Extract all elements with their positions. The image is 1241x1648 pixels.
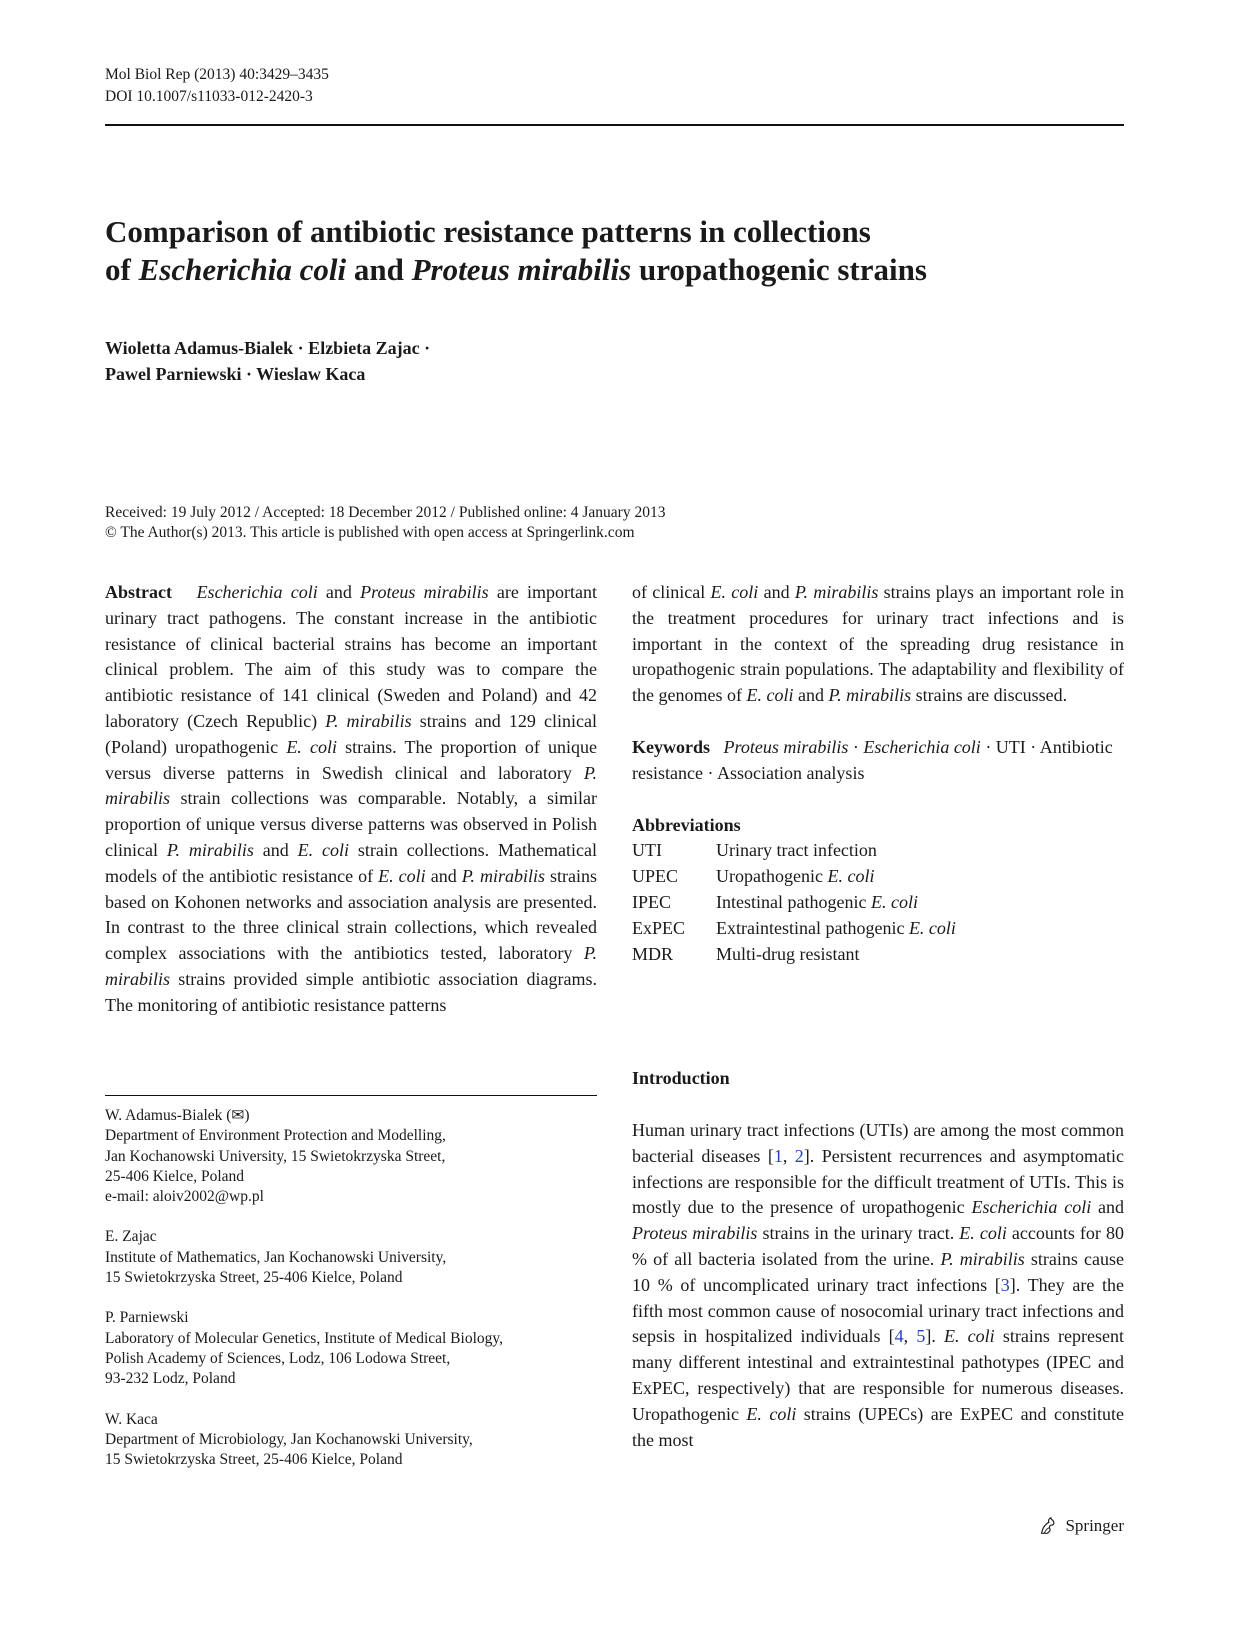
citation-link[interactable]: 1 xyxy=(773,1145,783,1166)
abstract-text: and xyxy=(425,865,462,886)
publisher-name: Springer xyxy=(1065,1516,1124,1535)
abbreviation-text: Uropathogenic xyxy=(716,866,828,887)
abbreviation-definition xyxy=(716,838,877,864)
email-link[interactable]: e-mail: aloiv2002@wp.pl xyxy=(105,1188,264,1206)
species-term: P. mirabilis xyxy=(166,839,254,860)
keyword: Escherichia coli xyxy=(863,736,981,757)
abstract-text: of clinical xyxy=(632,582,711,602)
title-line-2 xyxy=(105,251,1125,289)
abbreviation-row xyxy=(632,864,1124,890)
abstract-text: strain collections was comparable. Notably, a similar proportion of unique versus diverse patterns was observed in Polish clinical xyxy=(105,788,597,860)
species-term: E. coli xyxy=(908,917,956,938)
header-rule xyxy=(105,124,1124,126)
abstract-text: strains based on Kohonen networks and association analysis are presented. In contrast to the three clinical strain collections, which revealed complex associations with the antibiotics tested, laboratory xyxy=(105,865,597,964)
abbreviation-definition xyxy=(716,916,956,942)
affiliation-line: 93-232 Lodz, Poland xyxy=(105,1370,236,1388)
keyword: Proteus mirabilis xyxy=(723,736,849,757)
abbreviation-key: UTI xyxy=(632,840,662,861)
affiliation xyxy=(105,1410,625,1471)
affiliation-line: 25-406 Kielce, Poland xyxy=(105,1167,245,1185)
body-text: Human urinary tract infections (UTIs) are among the most common bacterial diseases [ xyxy=(632,1120,1124,1166)
affiliation-author: P. Parniewski xyxy=(105,1309,189,1327)
abstract-text: strain collections. Mathematical models of the antibiotic resistance of xyxy=(105,839,597,886)
species-term: E. coli xyxy=(959,1223,1007,1244)
abbreviation-definition xyxy=(716,864,874,890)
publisher-footer xyxy=(1037,1515,1124,1537)
journal-citation: Mol Biol Rep (2013) 40:3429–3435 xyxy=(105,66,329,83)
introduction-body xyxy=(632,1118,1124,1453)
citation-link[interactable]: 3 xyxy=(1000,1274,1010,1295)
publication-dates xyxy=(105,503,1124,543)
title-text: uropathogenic strains xyxy=(631,252,927,287)
keywords xyxy=(632,735,1124,787)
abstract-text: strains are discussed. xyxy=(911,685,1068,706)
abstract-text: and xyxy=(758,582,795,602)
species-term: E. coli xyxy=(297,839,349,860)
springer-horse-icon xyxy=(1037,1515,1059,1537)
species-term: Escherichia coli xyxy=(196,582,318,602)
abbreviation-text: Intestinal pathogenic xyxy=(716,891,871,912)
body-text: accounts for 80 % of all bacteria isolated from the urine. xyxy=(632,1223,1124,1269)
copyright-line: © The Author(s) 2013. This article is published with open access at Springerlink.com xyxy=(105,524,635,541)
affiliation-line: Department of Microbiology, Jan Kochanowski University, xyxy=(105,1430,473,1448)
abstract-paragraph xyxy=(105,580,597,1019)
species-term: P. mirabilis xyxy=(325,710,412,731)
affiliation-author: E. Zajac xyxy=(105,1228,157,1246)
body-text: strains cause 10 % of uncomplicated urinary tract infections [ xyxy=(632,1248,1125,1295)
abbreviation-key: MDR xyxy=(632,943,674,964)
affiliation-author: W. Adamus-Bialek (✉) xyxy=(105,1107,250,1124)
species-term: Escherichia coli xyxy=(971,1197,1092,1218)
species-term: P. mirabilis xyxy=(105,943,597,989)
affiliations-rule xyxy=(105,1095,597,1096)
doi[interactable]: DOI 10.1007/s11033-012-2420-3 xyxy=(105,88,313,105)
abstract-left-column xyxy=(105,580,597,1019)
body-text: , xyxy=(782,1145,795,1166)
species-term: E. coli xyxy=(710,582,759,602)
species-term: Proteus mirabilis xyxy=(632,1223,758,1244)
abbreviation-text: Urinary tract infection xyxy=(716,840,877,861)
affiliation xyxy=(105,1106,625,1207)
body-text: strains (UPECs) are ExPEC and constitute the most xyxy=(632,1403,1124,1450)
authors-line-2[interactable]: Pawel Parniewski · Wieslaw Kaca xyxy=(105,364,366,384)
citation-link[interactable]: 5 xyxy=(916,1326,926,1347)
citation-link[interactable]: 4 xyxy=(894,1326,904,1347)
title-species: Proteus mirabilis xyxy=(411,252,632,287)
abbreviation-definition xyxy=(716,890,918,916)
body-text: ]. xyxy=(925,1326,945,1347)
abbreviations-heading: Abbreviations xyxy=(632,814,741,835)
abbreviation-row xyxy=(632,838,1124,864)
affiliation-line: Department of Environment Protection and Modelling, xyxy=(105,1127,446,1145)
abbreviation-text: Multi-drug resistant xyxy=(716,943,860,964)
abstract-text: strains provided simple antibiotic association diagrams. The monitoring of antibiotic resistance patterns xyxy=(105,968,597,1015)
abstract-text: and xyxy=(317,582,361,602)
abbreviation-definition xyxy=(716,942,859,968)
introduction-paragraph xyxy=(632,1118,1124,1453)
affiliation-author: W. Kaca xyxy=(105,1410,158,1428)
abbreviation-row xyxy=(632,942,1124,968)
abbreviation-key: UPEC xyxy=(632,866,679,887)
species-term: P. mirabilis xyxy=(105,762,597,809)
affiliations xyxy=(105,1106,625,1490)
abstract-text: and xyxy=(793,685,829,706)
species-term: P. mirabilis xyxy=(828,685,912,706)
abbreviation-row xyxy=(632,916,1124,942)
species-term: P. mirabilis xyxy=(461,865,545,886)
affiliation-line: Laboratory of Molecular Genetics, Institute of Medical Biology, xyxy=(105,1329,504,1347)
abstract-continuation xyxy=(632,580,1124,709)
affiliation-line: Institute of Mathematics, Jan Kochanowski University, xyxy=(105,1248,447,1266)
keyword: Antibiotic resistance · Association analysis xyxy=(632,736,1113,783)
abstract-text: strains. The proportion of unique versus diverse patterns in Swedish clinical and laboratory xyxy=(105,736,597,783)
species-term: E. coli xyxy=(746,685,794,706)
abbreviation-key: ExPEC xyxy=(632,917,686,938)
keyword-separator: · xyxy=(848,736,864,757)
authors-line-1[interactable]: Wioletta Adamus-Bialek · Elzbieta Zajac · xyxy=(105,338,431,358)
affiliation xyxy=(105,1227,625,1288)
species-term: E. coli xyxy=(746,1403,797,1424)
species-term: E. coli xyxy=(827,866,875,887)
species-term: E. coli xyxy=(944,1326,995,1347)
affiliation-line: Jan Kochanowski University, 15 Swietokrzyska Street, xyxy=(105,1147,446,1165)
species-term: Proteus mirabilis xyxy=(360,582,489,602)
citation-link[interactable]: 2 xyxy=(794,1145,804,1166)
species-term: P. mirabilis xyxy=(794,582,879,602)
received-dates: Received: 19 July 2012 / Accepted: 18 December 2012 / Published online: 4 January 2013 xyxy=(105,504,666,521)
affiliation xyxy=(105,1308,625,1389)
abstract-right-column xyxy=(632,580,1124,967)
species-term: E. coli xyxy=(286,736,337,757)
title-line-1: Comparison of antibiotic resistance patterns in collections xyxy=(105,214,871,249)
author-list xyxy=(105,335,430,387)
journal-header xyxy=(105,64,329,108)
introduction-heading: Introduction xyxy=(632,1068,730,1088)
article-title xyxy=(105,213,1125,289)
keyword: · UTI · xyxy=(980,736,1040,757)
abbreviation-row xyxy=(632,890,1124,916)
body-text: ]. Persistent recurrences and asymptomatic infections are responsible for the difficult treatment of UTIs. This is mostly due to the presence of uropathogenic xyxy=(632,1145,1124,1218)
species-term: E. coli xyxy=(870,891,918,912)
species-term: P. mirabilis xyxy=(940,1248,1025,1269)
affiliation-line: 15 Swietokrzyska Street, 25-406 Kielce, Poland xyxy=(105,1451,403,1469)
body-text: ]. They are the fifth most common cause of nosocomial urinary tract infections and sepsis in hospitalized individuals [ xyxy=(632,1274,1124,1347)
body-text: strains in the urinary tract. xyxy=(757,1223,960,1244)
abbreviation-key: IPEC xyxy=(632,891,672,912)
affiliation-line: Polish Academy of Sciences, Lodz, 106 Lodowa Street, xyxy=(105,1349,451,1367)
keywords-heading: Keywords xyxy=(632,736,710,757)
abstract-text: strains and 129 clinical (Poland) uropathogenic xyxy=(105,710,597,757)
body-text: strains represent many different intestinal and extraintestinal pathotypes (IPEC and ExPEC, respectively) that are responsible for numerous diseases. Uropathogenic xyxy=(632,1326,1124,1424)
title-text: of xyxy=(105,252,139,287)
abbreviations-list xyxy=(632,838,1124,967)
abbreviation-text: Extraintestinal pathogenic xyxy=(716,917,909,938)
abstract-text: and xyxy=(253,839,298,860)
body-text: , xyxy=(903,1326,917,1347)
body-text: and xyxy=(1091,1197,1124,1218)
affiliation-line: 15 Swietokrzyska Street, 25-406 Kielce, Poland xyxy=(105,1269,403,1287)
abstract-text: are important urinary tract pathogens. The constant increase in the antibiotic resistance of clinical bacterial strains has become an important clinical problem. The aim of this study was to compare the antibiotic resistance of 141 clinical (Sweden and Poland) and 42 laboratory (Czech Republic) xyxy=(105,582,598,731)
title-text: and xyxy=(346,252,412,287)
abstract-heading: Abstract xyxy=(105,582,172,602)
species-term: E. coli xyxy=(378,865,426,886)
abstract-text: strains plays an important role in the treatment procedures for urinary tract infections and is important in the context of the spreading drug resistance in uropathogenic strain populations. The adaptability and flexibility of the genomes of xyxy=(632,582,1125,706)
title-species: Escherichia coli xyxy=(138,252,347,287)
